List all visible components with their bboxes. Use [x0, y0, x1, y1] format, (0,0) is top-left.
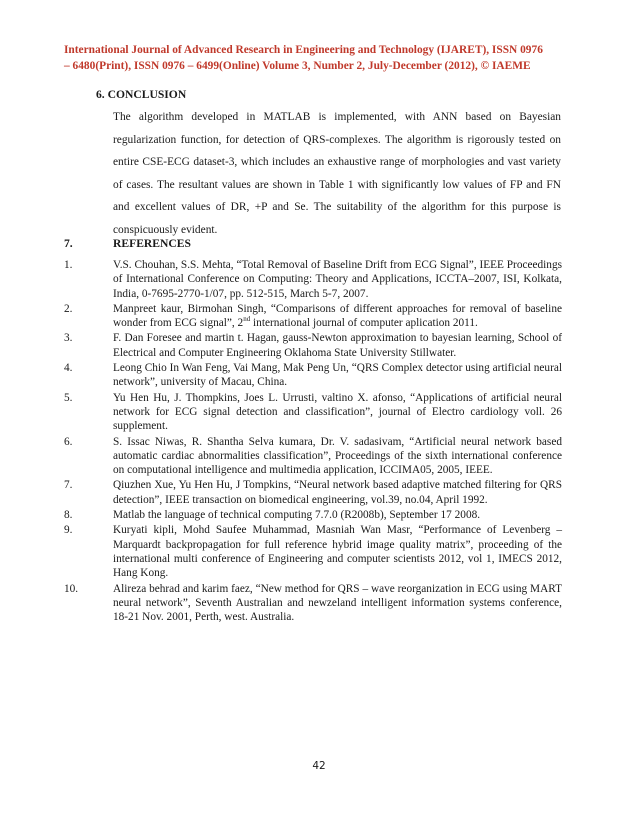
reference-item: [64, 331, 562, 360]
reference-number: 7.: [64, 479, 73, 492]
reference-text: Alireza behrad and karim faez, “New method for QRS – wave reorganization in ECG using MART neural network”, Seventh Australian and newzeland intelligent information systems conference, 18-21 Nov. 2001, Perth, west. Australia.: [113, 582, 562, 624]
reference-item: [64, 523, 562, 580]
reference-number: 5.: [64, 391, 73, 404]
reference-text: F. Dan Foresee and martin t. Hagan, gauss-Newton approximation to bayesian learning, School of Electrical and Computer Engineering Oklahoma State University Stillwater.: [113, 332, 562, 359]
reference-text-part: international journal of computer aplication 2011.: [250, 317, 478, 330]
conclusion-heading: 6. CONCLUSION: [96, 88, 187, 101]
journal-header: [64, 42, 580, 74]
references-list: [64, 258, 562, 625]
reference-item: [64, 258, 562, 301]
references-number: 7.: [64, 237, 73, 250]
reference-number: 9.: [64, 524, 73, 537]
reference-number: 8.: [64, 509, 73, 522]
reference-number: 10.: [64, 582, 79, 595]
journal-header-line-2: – 6480(Print), ISSN 0976 – 6499(Online) Volume 3, Number 2, July-December (2012), © IAEME: [64, 60, 531, 72]
reference-item: [64, 478, 562, 507]
reference-number: 3.: [64, 332, 73, 345]
reference-number: 4.: [64, 362, 73, 375]
reference-item: [64, 435, 562, 478]
reference-item: [64, 361, 562, 390]
reference-text: Qiuzhen Xue, Yu Hen Hu, J Tompkins, “Neural network based adaptive matched filtering for QRS detection”, IEEE transaction on biomedical engineering, vol.39, no.04, April 1992.: [113, 479, 562, 506]
superscript-nd: nd: [243, 315, 251, 324]
reference-text: S. Issac Niwas, R. Shantha Selva kumara, Dr. V. sadasivam, “Artificial neural network based automatic cardiac abnormalities classification”, Proceedings of the sixth international conference on computational intelligence and multimedia application, ICCIMA05, 2005, IEEE.: [113, 435, 562, 477]
reference-text: Leong Chio In Wan Feng, Vai Mang, Mak Peng Un, “QRS Complex detector using artificial neural network”, university of Macau, China.: [113, 362, 562, 389]
reference-text: [113, 302, 562, 331]
conclusion-paragraph: The algorithm developed in MATLAB is implemented, with ANN based on Bayesian regularization function, for detection of QRS-complexes. The algorithm is rigorously tested on entire CSE-ECG dataset-3, which includes an exhaustive range of morphologies and vast variety of cases. The resultant values are shown in Table 1 with significantly low values of FP and FN and excellent values of DR, +P and Se. The suitability of the algorithm for this purpose is conspicuously evident.: [113, 111, 561, 236]
journal-header-line-1: International Journal of Advanced Research in Engineering and Technology (IJARET), ISSN 0976: [64, 44, 543, 56]
reference-item: [64, 391, 562, 434]
reference-text: V.S. Chouhan, S.S. Mehta, “Total Removal of Baseline Drift from ECG Signal”, IEEE Proceedings of International Conference on Computing: Theory and Applications, ICCTA–2007, ISI, Kolkata, India, 0-7695-2770-1/07, pp. 512-515, March 5-7, 2007.: [113, 259, 562, 300]
reference-number: 1.: [64, 259, 73, 271]
reference-text-part: Manpreet kaur, Birmohan Singh, “Comparisons of different approaches for removal of baseline wonder from ECG signal”, 2: [113, 302, 562, 330]
references-heading: REFERENCES: [113, 237, 191, 250]
reference-text: Matlab the language of technical computing 7.7.0 (R2008b), September 17 2008.: [113, 509, 481, 522]
reference-number: 2.: [64, 302, 73, 315]
page-number: 42: [312, 760, 326, 772]
reference-text: Kuryati kipli, Mohd Saufee Muhammad, Masniah Wan Masr, “Performance of Levenberg – Marquardt backpropagation for full reference hybrid image quality matrix”, proceeding of the international multi conference of Engineering and computer scientists 2012, vol 1, IMECS 2012, Hang Kong.: [113, 524, 562, 580]
reference-text: Yu Hen Hu, J. Thompkins, Joes L. Urrusti, valtino X. afonso, “Applications of artificial neural network for ECG signal detection and classification”, journal of Electro cardiology voll. 26 supplement.: [113, 391, 562, 433]
reference-number: 6.: [64, 435, 73, 448]
reference-item: [64, 508, 562, 522]
reference-item: [64, 302, 562, 331]
reference-item: [64, 582, 562, 625]
